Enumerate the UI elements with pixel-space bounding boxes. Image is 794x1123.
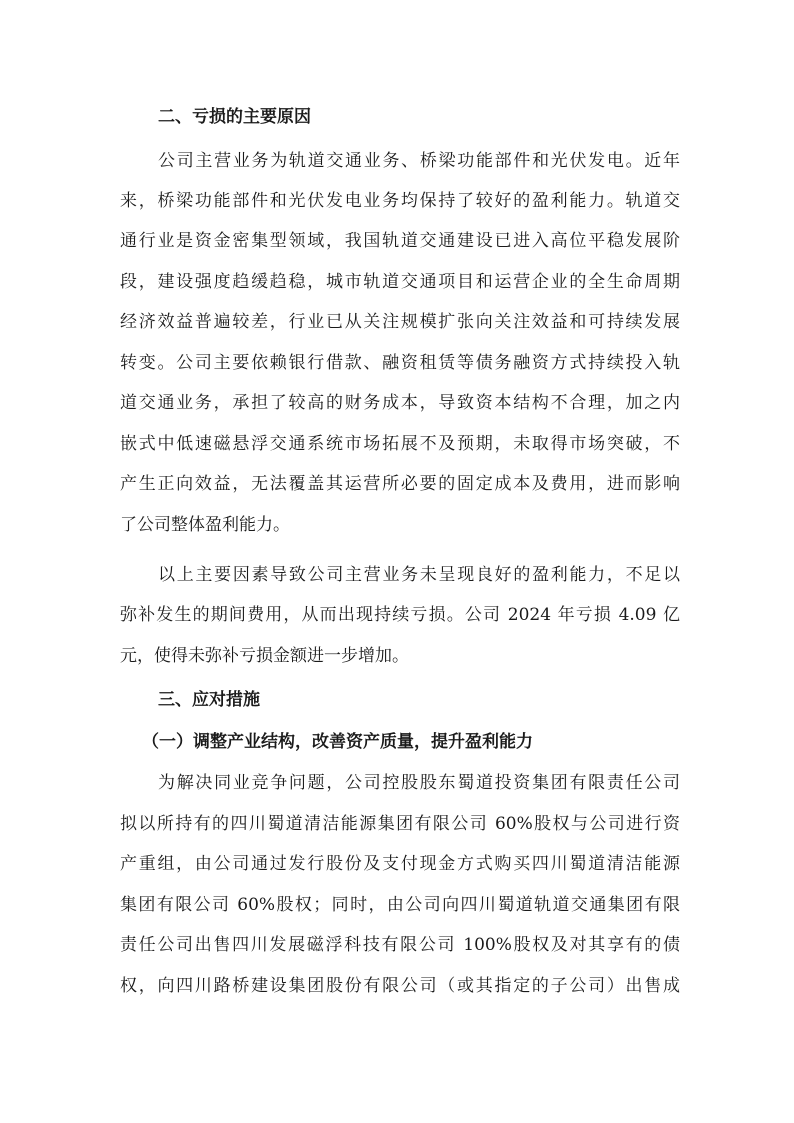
- text-line: 段，建设强度趋缓趋稳，城市轨道交通项目和运营企业的全生命周期: [120, 272, 680, 292]
- text-line: 产重组，由公司通过发行股份及支付现金方式购买四川蜀道清洁能源: [120, 854, 680, 874]
- text-line: 嵌式中低速磁悬浮交通系统市场拓展不及预期，未取得市场突破，不: [120, 434, 680, 454]
- text-line: 公司主营业务为轨道交通业务、桥梁功能部件和光伏发电。近年: [158, 151, 680, 171]
- text-line: 弥补发生的期间费用，从而出现持续亏损。公司 2024 年亏损 4.09 亿: [120, 605, 680, 625]
- text-line: 为解决同业竞争问题，公司控股股东蜀道投资集团有限责任公司: [158, 773, 680, 793]
- text-line: 元，使得未弥补亏损金额进一步增加。: [120, 646, 409, 666]
- text-line: 责任公司出售四川发展磁浮科技有限公司 100%股权及对其享有的债: [120, 935, 680, 955]
- text-line: 权，向四川路桥建设集团股份有限公司（或其指定的子公司）出售成: [120, 976, 680, 996]
- text-line: 通行业是资金密集型领域，我国轨道交通建设已进入高位平稳发展阶: [120, 231, 680, 251]
- text-line: 产生正向效益，无法覆盖其运营所必要的固定成本及费用，进而影响: [120, 474, 680, 494]
- section-heading-losses: 二、亏损的主要原因: [158, 107, 311, 127]
- text-line: 道交通业务，承担了较高的财务成本，导致资本结构不合理，加之内: [120, 393, 680, 413]
- text-line: 以上主要因素导致公司主营业务未呈现良好的盈利能力，不足以: [158, 565, 680, 585]
- text-line: 转变。公司主要依赖银行借款、融资租赁等债务融资方式持续投入轨: [120, 353, 680, 373]
- section-heading-measures: 三、应对措施: [158, 690, 260, 710]
- text-line: 了公司整体盈利能力。: [120, 515, 290, 535]
- subsection-heading-structure: （一）调整产业结构，改善资产质量，提升盈利能力: [142, 732, 533, 752]
- text-line: 来，桥梁功能部件和光伏发电业务均保持了较好的盈利能力。轨道交: [120, 191, 680, 211]
- text-line: 集团有限公司 60%股权；同时，由公司向四川蜀道轨道交通集团有限: [120, 895, 680, 915]
- text-line: 拟以所持有的四川蜀道清洁能源集团有限公司 60%股权与公司进行资: [120, 814, 680, 834]
- text-line: 经济效益普遍较差，行业已从关注规模扩张向关注效益和可持续发展: [120, 312, 680, 332]
